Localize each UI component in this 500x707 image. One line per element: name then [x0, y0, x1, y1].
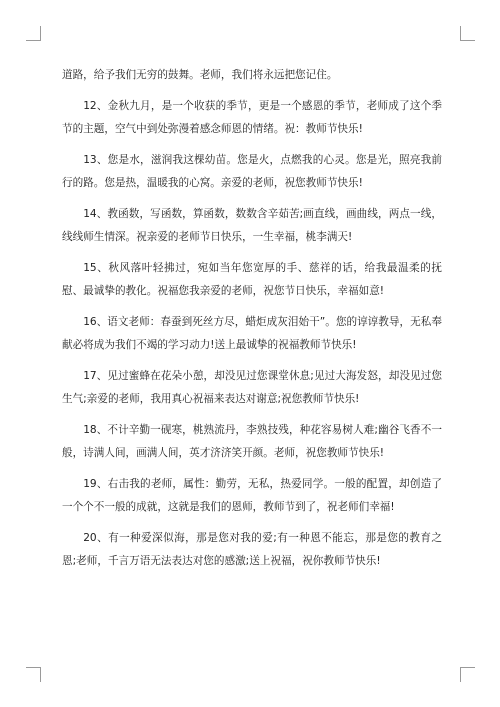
paragraph-20: 20、有一种爱深似海，那是您对我的爱;有一种恩不能忘，那是您的教育之恩;老师，千言万语无法表达对您的感激;送上祝福，祝你教师节快乐! — [62, 532, 442, 567]
paragraph-18: 18、不计辛勤一砚寒，桃熟流丹，李熟技残，种花容易树人难;幽谷飞香不一般，诗满人间，画满人间，英才济济笑开颜。老师，祝您教师节快乐! — [62, 424, 442, 459]
crop-mark-bottom-left — [26, 667, 41, 682]
paragraph-continued: 道路，给予我们无穷的鼓舞。老师，我们将永远把您记住。 — [62, 69, 338, 81]
paragraph-16: 16、语文老师：春蚕到死丝方尽，蜡炬成灰泪始干”。您的谆谆教导，无私奉献必将成为我们不竭的学习动力!送上最诚挚的祝福教师节快乐! — [62, 316, 442, 351]
paragraph-13: 13、您是水，滋润我这棵幼苗。您是火，点燃我的心灵。您是光，照亮我前行的路。您是热，温暖我的心窝。亲爱的老师，祝您教师节快乐! — [62, 154, 442, 189]
paragraph-15: 15、秋风落叶轻拂过，宛如当年您宽厚的手、慈祥的话，给我最温柔的抚慰、最诚挚的教化。祝福您我亲爱的老师，祝您节日快乐，幸福如意! — [62, 262, 442, 297]
crop-mark-bottom-right — [460, 667, 475, 682]
document-body — [62, 64, 442, 581]
paragraph-19: 19、右击我的老师，属性：勤劳，无私，热爱同学。一般的配置，却创造了一个个不一般的成就，这就是我们的恩师，教师节到了，祝老师们幸福! — [62, 478, 442, 513]
paragraph-12: 12、金秋九月，是一个收获的季节，更是一个感恩的季节，老师成了这个季节的主题，空气中到处弥漫着感念师恩的情绪。祝：教师节快乐! — [62, 100, 442, 135]
crop-mark-top-right — [460, 26, 475, 41]
paragraph-17: 17、见过蜜蜂在花朵小憩，却没见过您课堂休息;见过大海发怒，却没见过您生气;亲爱的老师，我用真心祝福来表达对谢意;祝您教师节快乐! — [62, 370, 442, 405]
crop-mark-top-left — [26, 26, 41, 41]
paragraph-14: 14、教函数，写函数，算函数，数数含辛茹苦;画直线，画曲线，两点一线，线线师生情深。祝亲爱的老师节日快乐，一生幸福，桃李满天! — [62, 208, 442, 243]
